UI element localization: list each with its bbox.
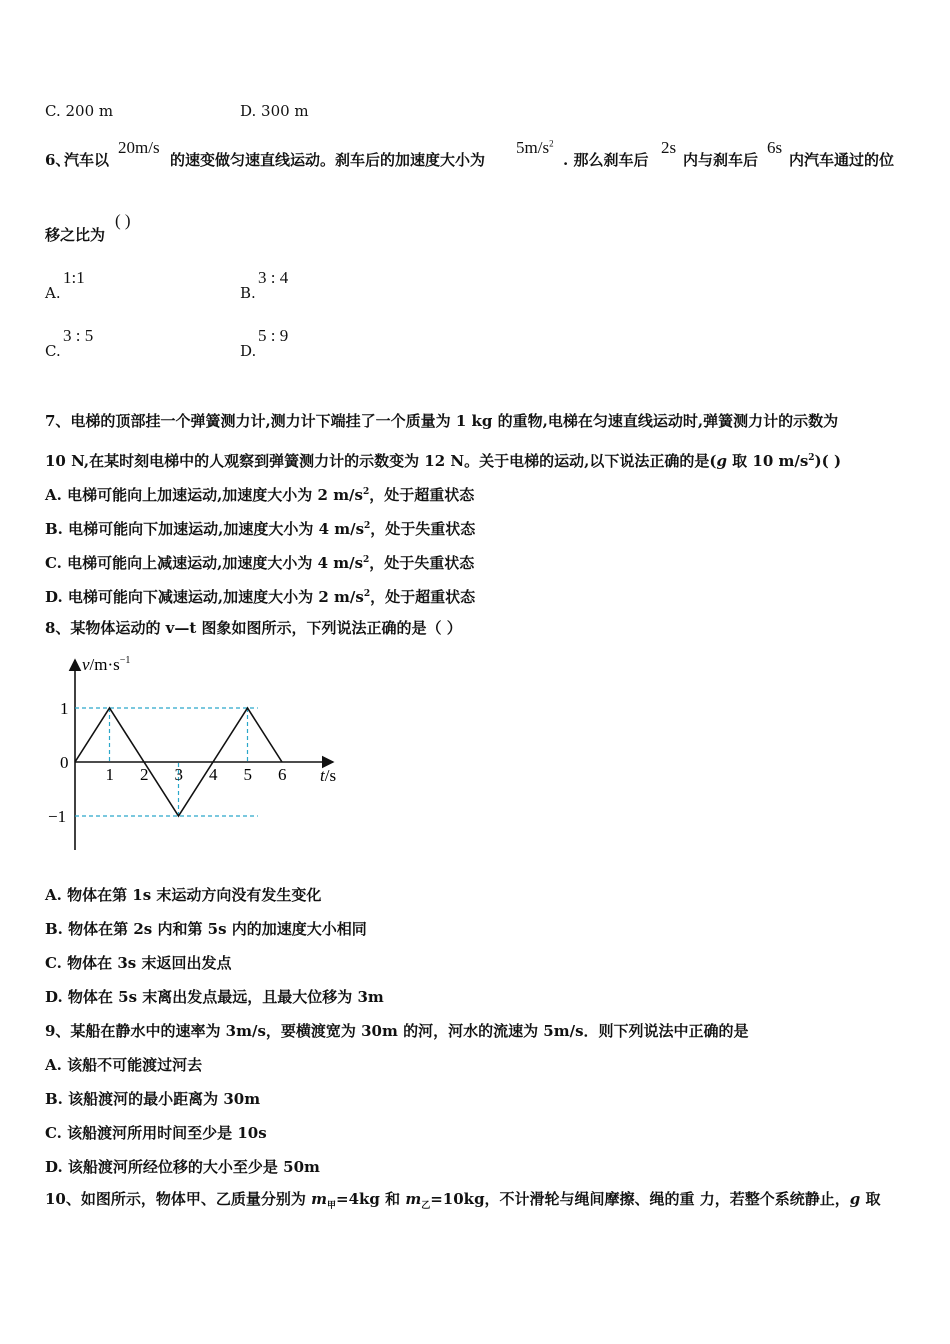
- q9-option-c: C. 该船渡河所用时间至少是 10s: [45, 1124, 267, 1142]
- q9-option-d: D. 该船渡河所经位移的大小至少是 50m: [45, 1158, 320, 1176]
- q10-stem: 10、如图所示，物体甲、乙质量分别为 $m_甲=4kg$ 和 $m_乙=10kg$，不计滑轮与绳间摩擦、绳的重 力，若整个系统静止，g 取: [45, 1190, 881, 1211]
- q5-option-c: C. 200 m: [45, 102, 114, 120]
- q6-option-b-value: 3 : 4: [258, 268, 289, 287]
- y-tick-1: 1: [60, 699, 69, 718]
- q6-text-4: 内与刹车后: [683, 151, 759, 169]
- q7-option-a: A. 电梯可能向上加速运动,加速度大小为 2 $m/s^2$，处于超重状态: [45, 486, 475, 504]
- x-tick-6: 6: [278, 765, 287, 784]
- q6-number: 6、: [45, 151, 71, 169]
- q7-option-c: C. 电梯可能向上减速运动,加速度大小为 4 $m/s^2$，处于失重状态: [45, 554, 475, 572]
- q6-option-b-letter: B.: [240, 284, 256, 302]
- q6-text-1: 汽车以: [64, 151, 110, 169]
- q6-option-a-letter: A.: [45, 284, 61, 302]
- x-tick-3: 3: [174, 765, 183, 784]
- q8-stem: 8、某物体运动的 v—t 图象如图所示，下列说法正确的是（ ）: [45, 619, 462, 637]
- q6-option-c-letter: C.: [45, 342, 61, 360]
- q6-acceleration: $5m/s^2$: [516, 138, 554, 157]
- q9-option-a: A. 该船不可能渡过河去: [45, 1056, 203, 1074]
- x-tick-4: 4: [209, 765, 218, 784]
- q8-option-c: C. 物体在 3s 末返回出发点: [45, 954, 232, 972]
- q6-text-5: 内汽车通过的位: [789, 151, 895, 169]
- q8-option-a: A. 物体在第 1s 末运动方向没有发生变化: [45, 886, 322, 904]
- q5-option-d: D. 300 m: [240, 102, 309, 120]
- q6-time-b: 6s: [767, 138, 783, 157]
- q8-option-b: B. 物体在第 2s 内和第 5s 内的加速度大小相同: [45, 920, 367, 938]
- y-axis-label: $v/m\cdot s^{-1}$: [82, 655, 131, 674]
- q6-time-a: 2s: [661, 138, 677, 157]
- q6-option-d-value: 5 : 9: [258, 326, 289, 345]
- q9-stem: 9、某船在静水中的速率为 3m/s，要横渡宽为 30m 的河，河水的流速为 5m/s．则下列说法中正确的是: [45, 1022, 749, 1040]
- q6-option-a-value: 1:1: [63, 268, 85, 287]
- q7-stem-line-1: 7、电梯的顶部挂一个弹簧测力计,测力计下端挂了一个质量为 1 kg 的重物,电梯在匀速直线运动时,弹簧测力计的示数为: [45, 412, 839, 430]
- q6-text-6: 移之比为: [45, 226, 106, 244]
- x-axis-label: t/s: [320, 766, 337, 785]
- q6-text-2: 的速变做匀速直线运动。刹车后的加速度大小为: [170, 151, 486, 169]
- q7-stem-line-2: 10 N,在某时刻电梯中的人观察到弹簧测力计的示数变为 12 N。关于电梯的运动,以下说法正确的是(g 取 10 $m/s^2$)( ): [45, 452, 842, 470]
- y-tick-neg1: −1: [48, 807, 67, 826]
- q6-option-c-value: 3 : 5: [63, 326, 94, 345]
- vt-graph: [40, 648, 360, 858]
- q7-option-d: D. 电梯可能向下减速运动,加速度大小为 2 $m/s^2$，处于超重状态: [45, 588, 476, 606]
- x-tick-1: 1: [105, 765, 114, 784]
- q9-option-b: B. 该船渡河的最小距离为 30m: [45, 1090, 261, 1108]
- q8-option-d: D. 物体在 5s 末离出发点最远，且最大位移为 3m: [45, 988, 384, 1006]
- q6-velocity: 20m/s: [118, 138, 160, 157]
- x-tick-5: 5: [243, 765, 252, 784]
- q6-option-d-letter: D.: [240, 342, 257, 360]
- q7-option-b: B. 电梯可能向下加速运动,加速度大小为 4 $m/s^2$，处于失重状态: [45, 520, 476, 538]
- x-tick-2: 2: [140, 765, 149, 784]
- q6-text-3: . 那么刹车后: [563, 151, 649, 169]
- y-tick-0: 0: [60, 753, 69, 772]
- q6-paren: ( ): [115, 211, 131, 230]
